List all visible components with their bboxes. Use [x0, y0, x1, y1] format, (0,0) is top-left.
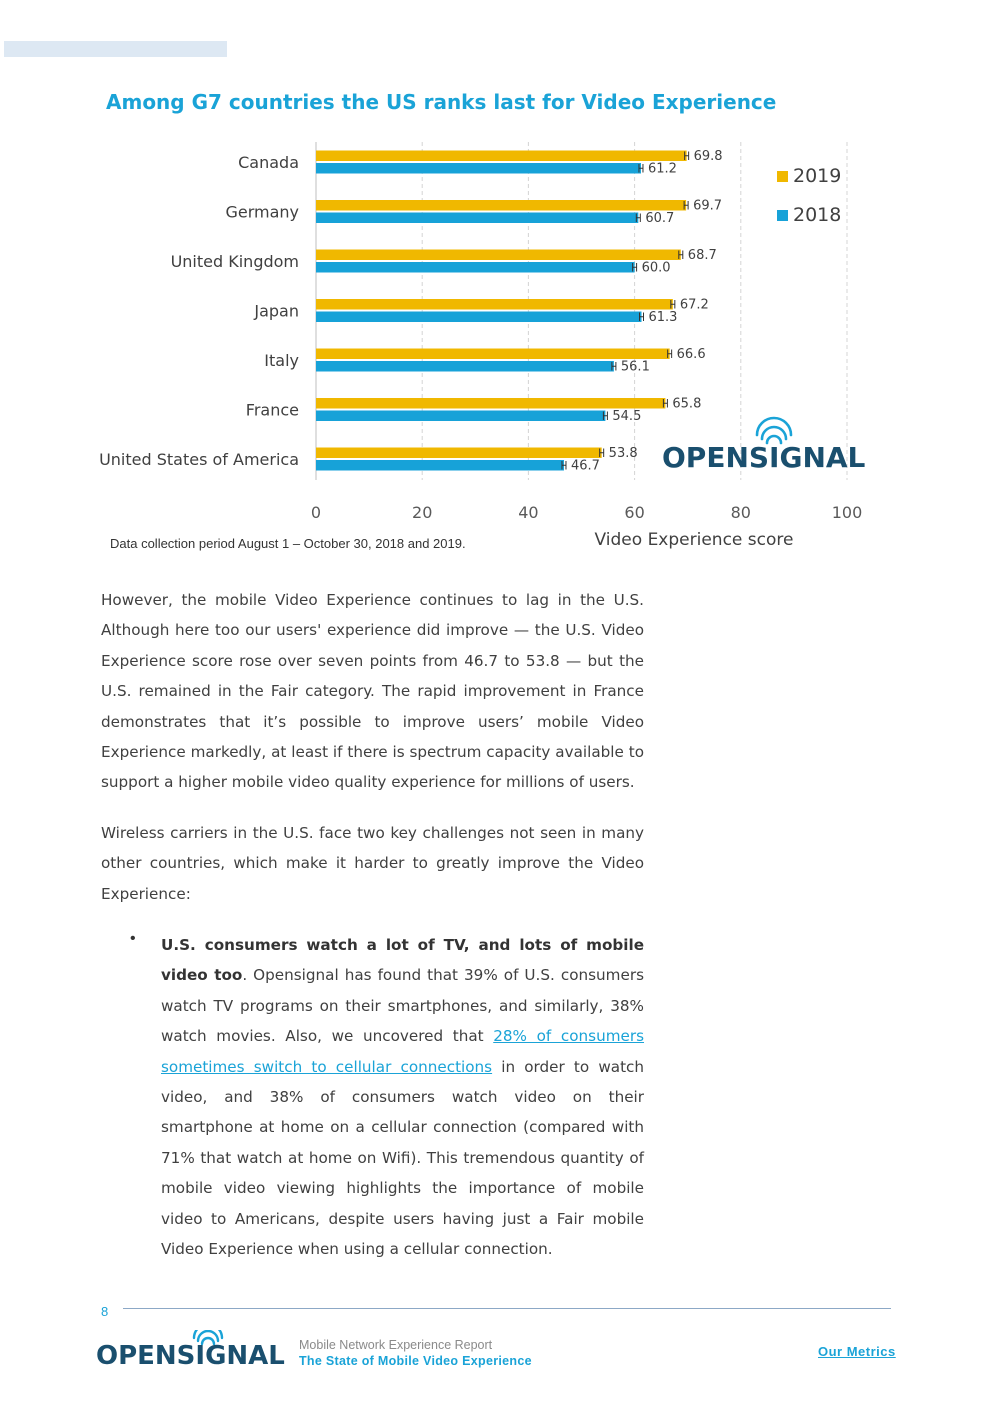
bullet-text-a: . Opensignal has found that 39% of U.S. consumers watch TV programs on their smartphones, and similarly, 38% watch movies. Also, we uncovered that — [161, 966, 644, 1046]
footer-logo-text: OPENSIGNAL — [96, 1341, 285, 1370]
bar-2019 — [316, 200, 686, 211]
bar-2019 — [316, 250, 681, 261]
bar-2018 — [316, 460, 564, 471]
header-strip — [4, 41, 227, 57]
bullet-marker: • — [130, 930, 136, 947]
bar-2018 — [316, 361, 614, 372]
data-label: 60.0 — [641, 260, 671, 276]
data-label: 60.7 — [645, 211, 675, 226]
legend-swatch-2018 — [777, 210, 788, 221]
page-number: 8 — [101, 1304, 109, 1319]
chart-opensignal-logo — [662, 418, 866, 474]
bar-2018 — [316, 312, 642, 323]
category-label: Germany — [225, 202, 299, 222]
cellular-switch-link[interactable]: 28% of consumers sometimes switch to cellular connections — [161, 1027, 645, 1076]
x-tick-label: 60 — [624, 503, 645, 522]
report-label: Mobile Network Experience Report — [299, 1338, 493, 1352]
data-label: 61.2 — [647, 161, 677, 177]
data-label: 68.7 — [687, 248, 717, 263]
bar-chart — [0, 130, 992, 560]
footer-divider — [123, 1308, 891, 1309]
paragraph-video-lag: However, the mobile Video Experience continues to lag in the U.S. Although here too our users' experience did improve — the U.S. Video Experience score rose over seven points from 46.7 to 53.8 — but the U.S. remained in the Fair category. The rapid improvement in France demonstrates that it’s possible to improve users’ mobile Video Experience markedly, at least if there is spectrum capacity available to support a higher mobile video quality experience for millions of users. — [101, 591, 644, 792]
chart-logo-text: OPENSIGNAL — [662, 441, 866, 474]
bar-2019 — [316, 151, 687, 162]
legend-label-2018: 2018 — [793, 204, 842, 226]
x-axis-title: Video Experience score — [594, 530, 794, 550]
bar-2019 — [316, 448, 602, 459]
bar-2019 — [316, 349, 670, 360]
report-title: The State of Mobile Video Experience — [299, 1354, 532, 1368]
bar-2018 — [316, 411, 605, 422]
bullet-consumers-watch-tv — [161, 930, 644, 1264]
category-label: Canada — [238, 153, 299, 172]
data-label: 67.2 — [679, 297, 709, 313]
category-label: Italy — [264, 351, 299, 370]
category-label: Japan — [254, 301, 299, 321]
x-tick-label: 100 — [831, 503, 863, 522]
data-label: 66.6 — [676, 347, 706, 362]
opensignal-logo — [96, 1330, 286, 1370]
data-label: 61.3 — [648, 310, 678, 325]
chart-title: Among G7 countries the US ranks last for Video Experience — [106, 90, 777, 114]
category-label: France — [245, 400, 299, 420]
x-tick-label: 20 — [412, 503, 433, 522]
data-label: 53.8 — [608, 446, 638, 461]
data-label: 69.7 — [693, 198, 723, 214]
data-label: 69.8 — [693, 149, 723, 164]
legend-swatch-2019 — [777, 171, 788, 182]
bullet-text-b: in order to watch video, and 38% of consumers watch video on their smartphone at home on a cellular connection (compared with 71% that watch at home on Wifi). This tremendous quantity of mobile video viewing highlights the importance of mobile video to Americans, despite users having just a Fair mobile Video Experience when using a cellular connection. — [161, 1057, 645, 1259]
bar-2018 — [316, 213, 638, 224]
chart-signal-icon — [757, 418, 791, 443]
category-label: United Kingdom — [170, 252, 299, 271]
data-label: 65.8 — [672, 396, 702, 412]
category-label: United States of America — [99, 450, 299, 469]
bar-2018 — [316, 262, 635, 273]
bullet-heading: U.S. consumers watch a lot of TV, and lots of mobile video too — [161, 936, 644, 985]
chart-note: Data collection period August 1 – October 30, 2018 and 2019. — [110, 536, 466, 551]
our-metrics-link[interactable]: Our Metrics — [818, 1344, 896, 1359]
data-label: 46.7 — [570, 458, 600, 474]
x-tick-label: 0 — [310, 503, 322, 522]
legend-label-2019: 2019 — [793, 165, 842, 187]
bar-2019 — [316, 299, 673, 310]
x-tick-label: 80 — [730, 503, 751, 522]
data-label: 56.1 — [620, 359, 650, 375]
bar-2018 — [316, 163, 641, 174]
x-tick-label: 40 — [518, 503, 539, 522]
data-label: 54.5 — [612, 409, 642, 424]
bar-2019 — [316, 398, 665, 409]
paragraph-carrier-challenges: Wireless carriers in the U.S. face two key challenges not seen in many other countries, which make it harder to greatly improve the Video Experience: — [101, 824, 644, 903]
